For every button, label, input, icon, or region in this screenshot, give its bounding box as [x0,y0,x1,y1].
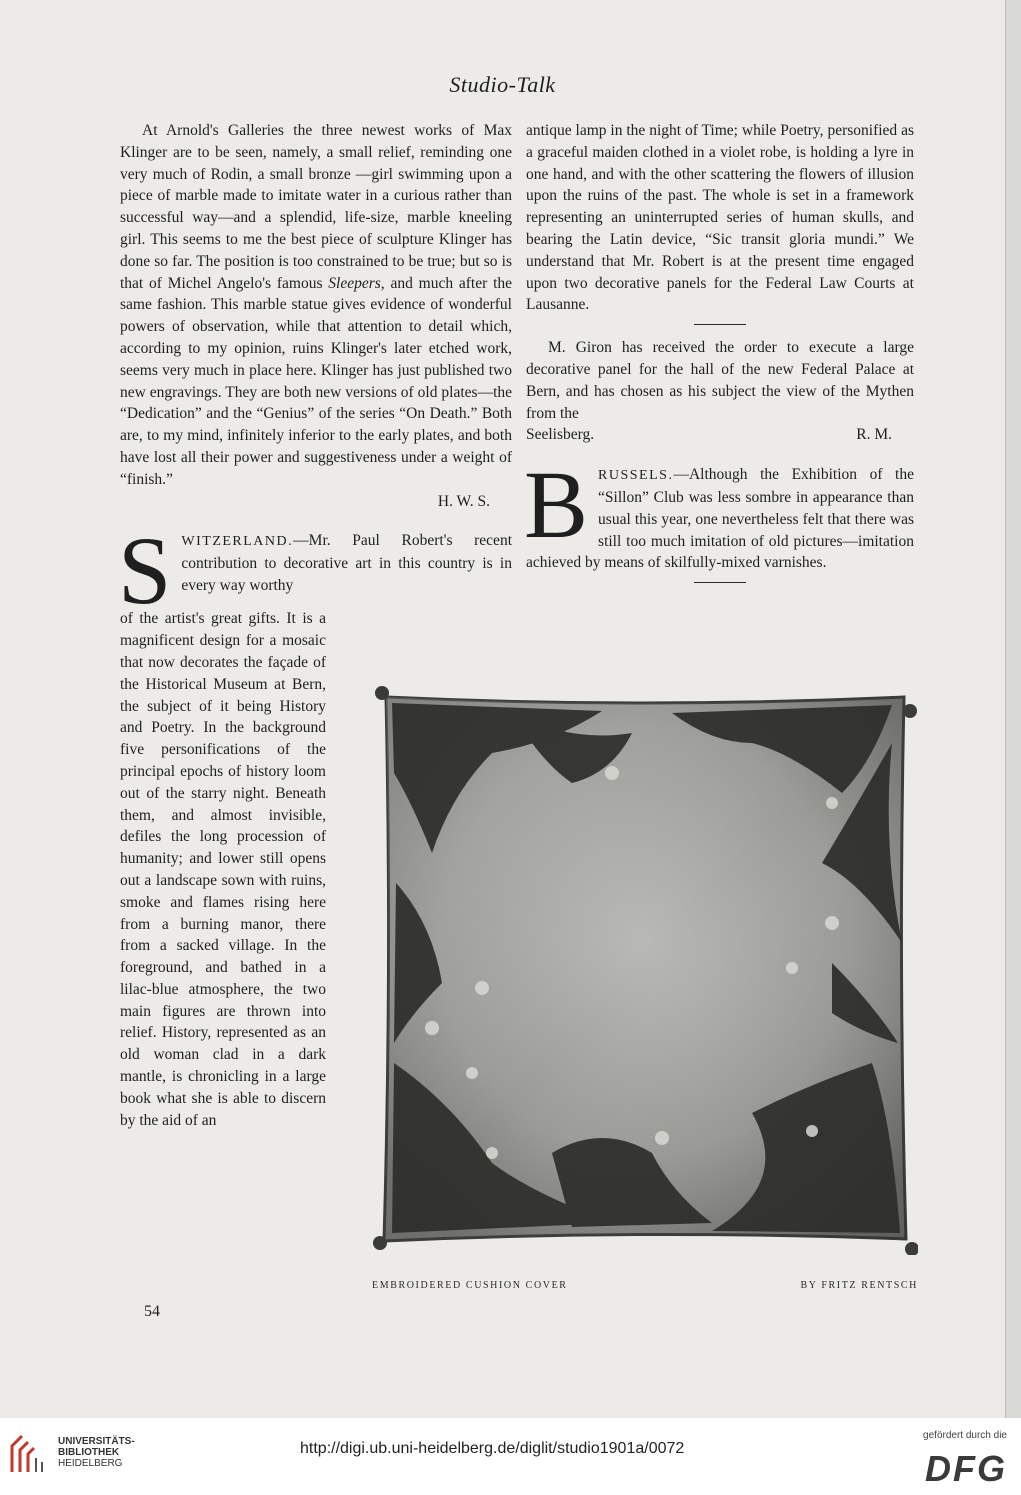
signature-row: Seelisberg. R. M. [526,424,914,446]
caption-title: EMBROIDERED CUSHION COVER [372,1280,568,1291]
switzerland-body: of the artist's great gifts. It is a magnificent design for a mosaic that now decorates the façade of the Historical Museum at Bern, the subject of it being History and Poetry. In the background five personifications of the principal epochs of history loom out of the starry night. Beneath them, and almost invisible, defiles the long procession of humanity; and lower still opens out a landscape sown with ruins, smoke and flames rising here from a burning manor, there from a sacked village. In the foreground, and bathed in a lilac-blue atmosphere, the two main figures are thrown into relief. History, represented as an old woman clad in a dark mantle, is chronicling in a large book what she is able to discern by the aid of an [120,610,326,1129]
library-name: UNIVERSITÄTS- BIBLIOTHEK HEIDELBERG [58,1436,135,1469]
klinger-paragraph: At Arnold's Galleries the three newest works of Max Klinger are to be seen, namely, a small relief, reminding one very much of Rodin, a small bronze —girl swimming upon a piece of marble made to imitate water in a curious rather than successful way—and a splendid, life-size, marble kneeling girl. This seems to me the best piece of sculpture Klinger has done so far. The position is too constrained to be true; but so is that of Michel Angelo's famous Sleepers, and much after the same fashion. This marble statue gives evidence of wonderful powers of observation, while that attention to detail which, according to my opinion, ruins Klinger's later etched work, seems very much in place here. Klinger has just published two new engravings. They are both new versions of old plates—the “Dedication” and the “Genius” of the series “On Death.” Both are, to my mind, infinitely inferior to the early plates, and both have lost all their power and suggestiveness under a weight of “finish.” [120,122,512,488]
sleepers-title: Sleepers, [328,274,385,292]
embroidered-cushion-image [372,683,918,1255]
giron-paragraph: M. Giron has received the order to execute a large decorative panel for the hall of the new Federal Palace at Bern, and has chosen as his subject the view of the Mythen from the [526,339,914,422]
switzerland-heading: WITZERLAND. [181,534,294,550]
drop-cap-s: S [118,517,172,625]
robert-continuation: antique lamp in the night of Time; while Poetry, personified as a graceful maiden clothed in a violet robe, is holding a lyre in one hand, and with the other scattering the flowers of illusion upon the ruins of the past. The whole is set in a framework representing an uninterrupted series of human skulls, and bearing the Latin device, “Sic transit gloria mundi.” We understand that Mr. Robert is at the present time engaged upon two decorative panels for the Federal Law Courts at Lausanne. [526,122,914,314]
digital-library-footer [0,1418,1021,1495]
section-rule [694,582,746,583]
university-library-logo-icon [8,1432,52,1476]
brussels-paragraph: BRUSSELS.—Although the Exhibition of the “Sillon” Club was less sombre in appearance than usual this year, one nevertheless felt that there was still too much imitation of old pictures—imitation achieved by means of skilfully-mixed varnishes. [524,451,914,572]
permalink-url[interactable]: http://digi.ub.uni-heidelberg.de/diglit/studio1901a/0072 [300,1440,685,1457]
brussels-heading: RUSSELS. [598,468,674,484]
signature-rm: R. M. [856,426,892,444]
caption-credit: BY FRITZ RENTSCH [800,1280,918,1291]
dfg-logo: DFG [925,1448,1007,1489]
signature-row [120,491,512,513]
drop-cap-b: B [524,451,589,559]
signature-hws: H. W. S. [437,492,490,510]
funded-by-label: gefördert durch die [923,1430,1007,1441]
running-head: Studio-Talk [449,72,556,97]
section-rule [694,324,746,325]
page-number: 54 [144,1303,160,1320]
right-column [526,120,914,595]
switzerland-paragraph: SWITZERLAND.—Mr. Paul Robert's recent contribution to decorative art in this country is in every way worthy [118,517,512,625]
figure-caption [372,1280,918,1291]
